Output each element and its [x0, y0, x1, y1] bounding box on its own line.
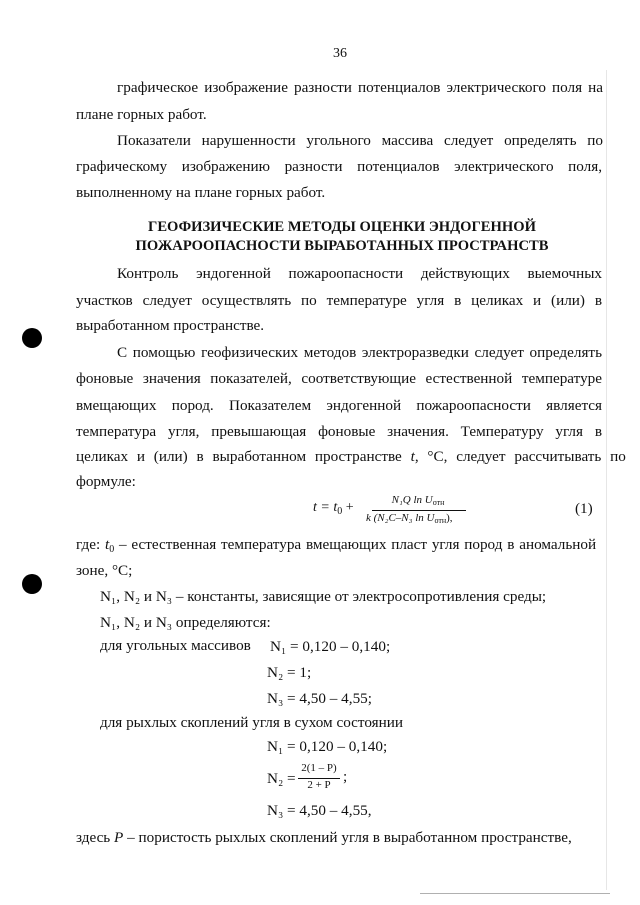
var-p: P	[114, 829, 124, 846]
punch-hole-top	[22, 328, 42, 348]
para2-line1: Показатели нарушенности угольного массива следует определять по	[117, 132, 603, 149]
coal-massifs-label: для угольных массивов	[100, 637, 251, 654]
formula-num-text: N₁Q ln U	[391, 494, 433, 506]
loose-coal-n2-lhs: N₂ =	[267, 770, 296, 787]
where-line1-text: – естественная температура вмещающих пласт угля пород в аномальной	[114, 536, 597, 553]
scan-edge	[606, 70, 607, 890]
para2-line2: графическому изображению разности потенциалов электрического поля,	[76, 158, 602, 175]
loose-coal-n1: N₁ = 0,120 – 0,140;	[267, 738, 388, 755]
loose-coal-n3: N₃ = 4,50 – 4,55,	[267, 802, 372, 819]
formula-denominator	[366, 512, 478, 525]
where-line1	[76, 531, 602, 563]
constants-line1: N₁, N₂ и N₃ – константы, зависящие от электросопротивления среды;	[100, 588, 547, 605]
last-line-text: – пористость рыхлых скоплений угля в выработанном пространстве,	[123, 829, 572, 846]
where-line1-content	[76, 531, 596, 563]
loose-coal-n2-numerator: 2(1 – P)	[301, 762, 337, 774]
formula-plus: +	[342, 500, 354, 515]
coal-massifs-n1: N₁ = 0,120 – 0,140;	[270, 638, 391, 655]
var-t: t	[410, 448, 415, 465]
punch-hole-bottom	[22, 574, 42, 594]
para4-line5	[76, 443, 626, 470]
constants-line2: N₁, N₂ и N₃ определяются:	[100, 614, 271, 631]
formula-num-sub: отн	[432, 498, 445, 507]
para4-line1: С помощью геофизических методов электроразведки следует определять	[117, 344, 602, 361]
scan-footer-line	[420, 893, 610, 894]
para4-line4: температура угля, превышающая фоновые значения. Температуру угля в	[76, 423, 602, 440]
para1-line1: графическое изображение разности потенциалов электрического поля на	[117, 79, 603, 96]
para3-line1: Контроль эндогенной пожароопасности действующих выемочных	[117, 265, 602, 282]
loose-coal-label: для рыхлых скоплений угля в сухом состоянии	[100, 714, 404, 731]
para4-line5-text-end: , °С, следует рассчитывать по	[414, 448, 626, 465]
para4-line3: вмещающих пород. Показателем эндогенной пожароопасности является	[76, 397, 602, 414]
formula-lhs	[313, 500, 354, 517]
loose-coal-n2-end: ;	[343, 768, 348, 785]
formula-den-text: k (N₂C–N₃ ln U	[366, 512, 435, 524]
where-prefix: где:	[76, 536, 105, 553]
para3-line2: участков следует осуществлять по температуре угля в целиках и (или) в	[76, 292, 602, 309]
last-line-prefix: здесь	[76, 829, 115, 846]
para2-line3: выполненному на плане горных работ.	[76, 184, 326, 201]
coal-massifs-n2: N₂ = 1;	[267, 664, 312, 681]
formula-lhs-sub: 0	[337, 506, 343, 517]
formula-lhs-text: t = t	[313, 500, 338, 515]
para3-line3: выработанном пространстве.	[76, 317, 265, 334]
formula-number: (1)	[575, 500, 593, 517]
where-line2: зоне, °С;	[76, 562, 133, 579]
para4-line5-text: целиках и (или) в выработанном пространстве	[76, 448, 411, 465]
section-heading-line1: ГЕОФИЗИЧЕСКИЕ МЕТОДЫ ОЦЕНКИ ЭНДОГЕННОЙ	[148, 219, 536, 235]
para4-line5-start	[76, 443, 626, 470]
section-heading-line2: ПОЖАРООПАСНОСТИ ВЫРАБОТАННЫХ ПРОСТРАНСТВ	[135, 238, 549, 254]
page-number: 36	[333, 46, 347, 61]
formula-fraction-bar	[372, 510, 466, 511]
para1-line2: плане горных работ.	[76, 106, 207, 123]
formula-numerator	[368, 494, 468, 507]
coal-massifs-n3: N₃ = 4,50 – 4,55;	[267, 690, 372, 707]
var-t0: t	[104, 536, 110, 553]
var-t0-sub: 0	[109, 544, 115, 555]
formula-den-end: ),	[446, 512, 453, 524]
para4-line6: формуле:	[76, 473, 136, 490]
para4-line2: фоновые значения показателей, соответствующие естественной температуре	[76, 370, 602, 387]
last-line	[76, 824, 572, 851]
loose-coal-n2-denominator: 2 + P	[307, 779, 331, 791]
formula-den-sub: отн	[434, 516, 447, 525]
